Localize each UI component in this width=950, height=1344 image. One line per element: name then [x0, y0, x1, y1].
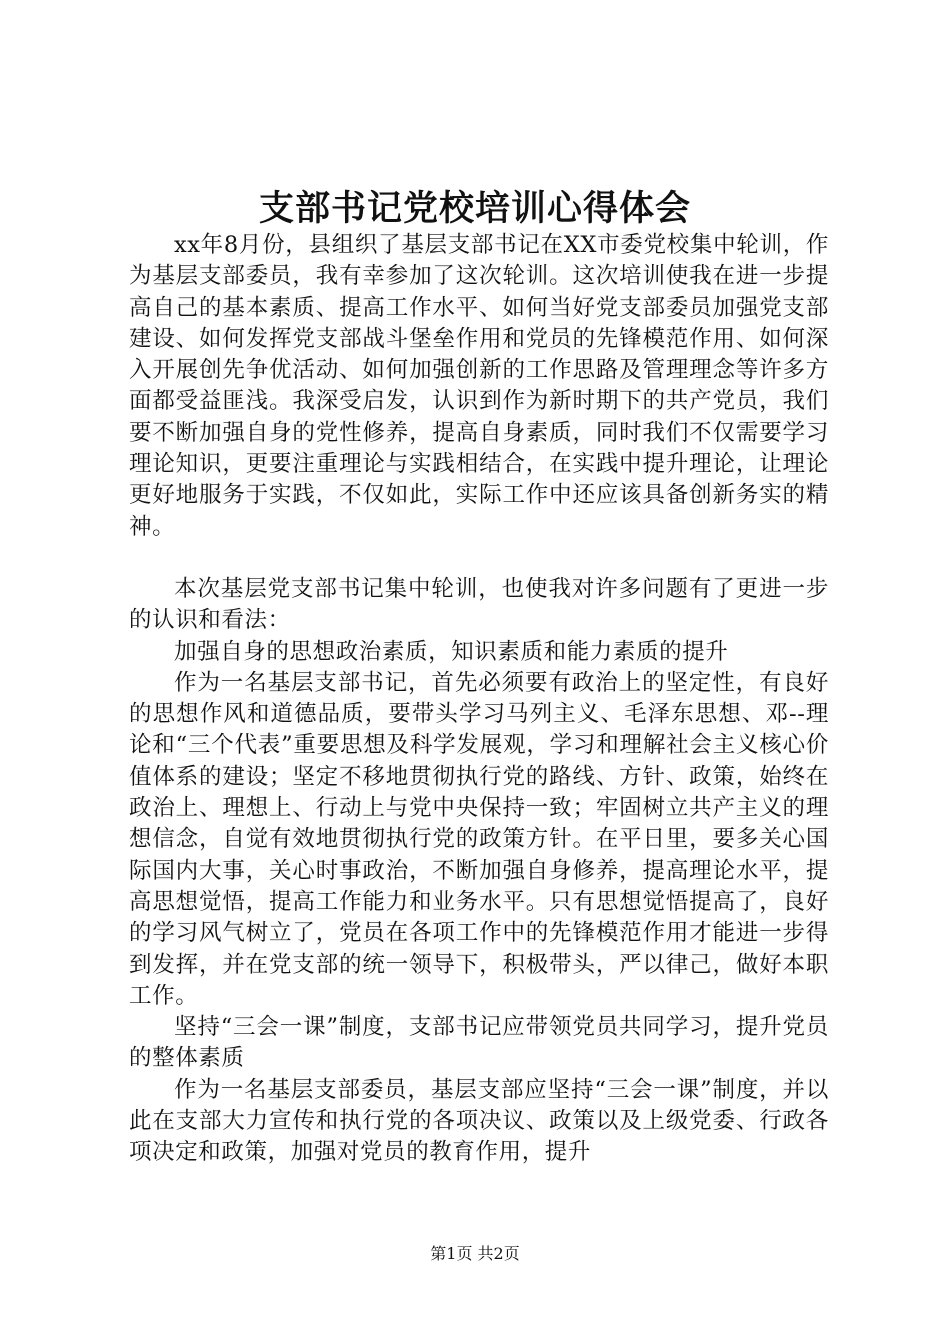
page-number: 第1页 共2页 [430, 1244, 520, 1263]
paragraph-secretary-duty: 作为一名基层支部书记，首先必须要有政治上的坚定性，有良好的思想作风和道德品质，要带头学习马列主义、毛泽东思想、邓--理论和“三个代表”重要思想及科学发展观，学习和理解社会主义核心价值体系的建设；坚定不移地贯彻执行党的路线、方针、政策，始终在政治上、理想上、行动上与党中央保持一致；牢固树立共产主义的理想信念，自觉有效地贯彻执行党的政策方针。在平日里，要多关心国际国内大事，关心时事政治，不断加强自身修养，提高理论水平，提高思想觉悟，提高工作能力和业务水平。只有思想觉悟提高了，良好的学习风气树立了，党员在各项工作中的先锋模范作用才能进一步得到发挥，并在党支部的统一领导下，积极带头，严以律己，做好本职工作。 [129, 669, 829, 1009]
section-heading-three-meetings: 坚持“三会一课”制度，支部书记应带领党员共同学习，提升党员的整体素质 [129, 1014, 829, 1072]
paragraph-intro: xx年8月份，县组织了基层支部书记在XX市委党校集中轮训，作为基层支部委员，我有幸参加了这次轮训。这次培训使我在进一步提高自己的基本素质、提高工作水平、如何当好党支部委员加强党支部建设、如何发挥党支部战斗堡垒作用和党员的先锋模范作用、如何深入开展创先争优活动、如何加强创新的工作思路及管理理念等许多方面都受益匪浅。我深受启发，认识到作为新时期下的共产党员，我们要不断加强自身的党性修养，提高自身素质，同时我们不仅需要学习理论知识，更要注重理论与实践相结合，在实践中提升理论，让理论更好地服务于实践，不仅如此，实际工作中还应该具备创新务实的精神。 [129, 232, 829, 540]
document-body [129, 230, 829, 1169]
paragraph-committee-member: 作为一名基层支部委员，基层支部应坚持“三会一课”制度，并以此在支部大力宣传和执行党的各项决议、政策以及上级党委、行政各项决定和政策，加强对党员的教育作用，提升 [129, 1076, 829, 1166]
document-title: 支部书记党校培训心得体会 [258, 188, 691, 229]
section-heading-quality: 加强自身的思想政治素质，知识素质和能力素质的提升 [174, 638, 729, 665]
paragraph-understanding: 本次基层党支部书记集中轮训，也使我对许多问题有了更进一步的认识和看法： [129, 575, 829, 634]
